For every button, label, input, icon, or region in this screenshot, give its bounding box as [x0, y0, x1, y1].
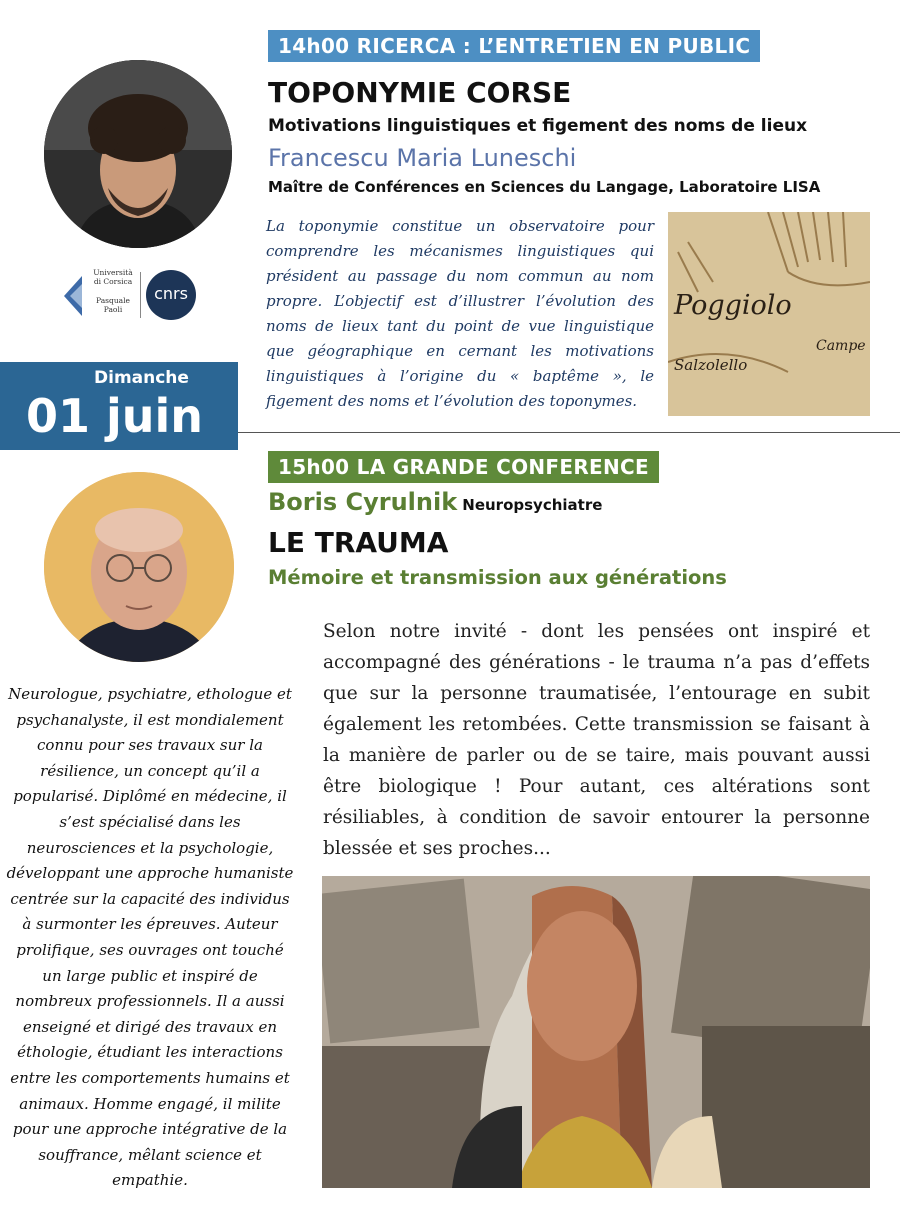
map-word: Campe	[816, 338, 866, 354]
university-line: di Corsica	[93, 277, 133, 286]
event1-subtitle: Motivations linguistiques et figement des noms de lieux	[268, 116, 808, 136]
speaker-photo-cyrulnik	[44, 472, 234, 662]
portrait-illustration	[44, 60, 232, 248]
trauma-collage-image	[322, 876, 870, 1188]
university-line: Università	[93, 268, 133, 277]
event2-banner-text: 15h00 LA GRANDE CONFERENCE	[278, 455, 649, 479]
event1-description: La toponymie constitue un observatoire pour comprendre les mécanismes linguistiques qui président au passage du nom commun au nom propre. L’objectif est d’illustrer l’évolution des noms de lieux tant du point de vue linguistique que géographique en cernant les motivations linguistiques à l’origine du « baptême », le figement des noms et l’évolution des toponymes.	[266, 217, 654, 410]
date-day-name: Dimanche	[94, 368, 189, 388]
cnrs-logo	[146, 270, 196, 320]
event2-speaker: Boris Cyrulnik	[268, 488, 458, 516]
cnrs-logo-text: cnrs	[154, 284, 188, 303]
university-line: Paoli	[103, 305, 123, 314]
event2-speaker-line	[268, 488, 602, 516]
event1-banner	[268, 30, 760, 62]
date-box	[0, 362, 238, 450]
section-divider	[238, 432, 900, 433]
date-day: 01 juin	[26, 389, 204, 443]
logo-divider	[140, 272, 141, 318]
map-word: Poggiolo	[674, 290, 792, 321]
event2-bio: Neurologue, psychiatre, ethologue et psychanalyste, il est mondialement connu pour ses travaux sur la résilience, un concept qu’il a popularisé. Diplômé en médecine, il s’est spécialisé dans les neurosciences et la psychologie, développant une approche humaniste centrée sur la capacité des individus à surmonter les épreuves. Auteur prolifique, ses ouvrages ont touché un large public et inspiré de nombreux professionnels. Il a aussi enseigné et dirigé des travaux en éthologie, étudiant les interactions entre les comportements humains et animaux. Homme engagé, il milite pour une approche intégrative de la souffrance, mêlant science et empathie.	[6, 685, 294, 1190]
event1-title: TOPONYMIE CORSE	[268, 76, 572, 109]
old-map-image	[668, 212, 870, 416]
event2-description: Selon notre invité - dont les pensées ont inspiré et accompagné des générations - le trauma n’a pas d’effets que sur la personne traumatisée, l’entourage en subit également les retombées. Cette transmission se faisant à la manière de parler ou de se taire, mais pouvant aussi être biologique ! Pour autant, ces altérations sont résiliables, à condition de savoir entourer la personne blessée et ses proches...	[323, 621, 870, 859]
portrait-illustration	[44, 472, 234, 662]
university-logo	[62, 268, 138, 324]
event1-role: Maître de Conférences en Sciences du Langage, Laboratoire LISA	[268, 178, 821, 196]
event1-banner-text: 14h00 RICERCA : L’ENTRETIEN EN PUBLIC	[278, 34, 751, 58]
speaker-photo-luneschi	[44, 60, 232, 248]
event2-speaker-role: Neuropsychiatre	[462, 496, 603, 514]
event2-subtitle: Mémoire et transmission aux générations	[268, 566, 727, 589]
map-word: Salzolello	[674, 356, 748, 374]
event1-speaker: Francescu Maria Luneschi	[268, 144, 577, 172]
event2-title: LE TRAUMA	[268, 526, 449, 559]
university-line: Pasquale	[96, 296, 130, 305]
event2-banner	[268, 451, 659, 483]
